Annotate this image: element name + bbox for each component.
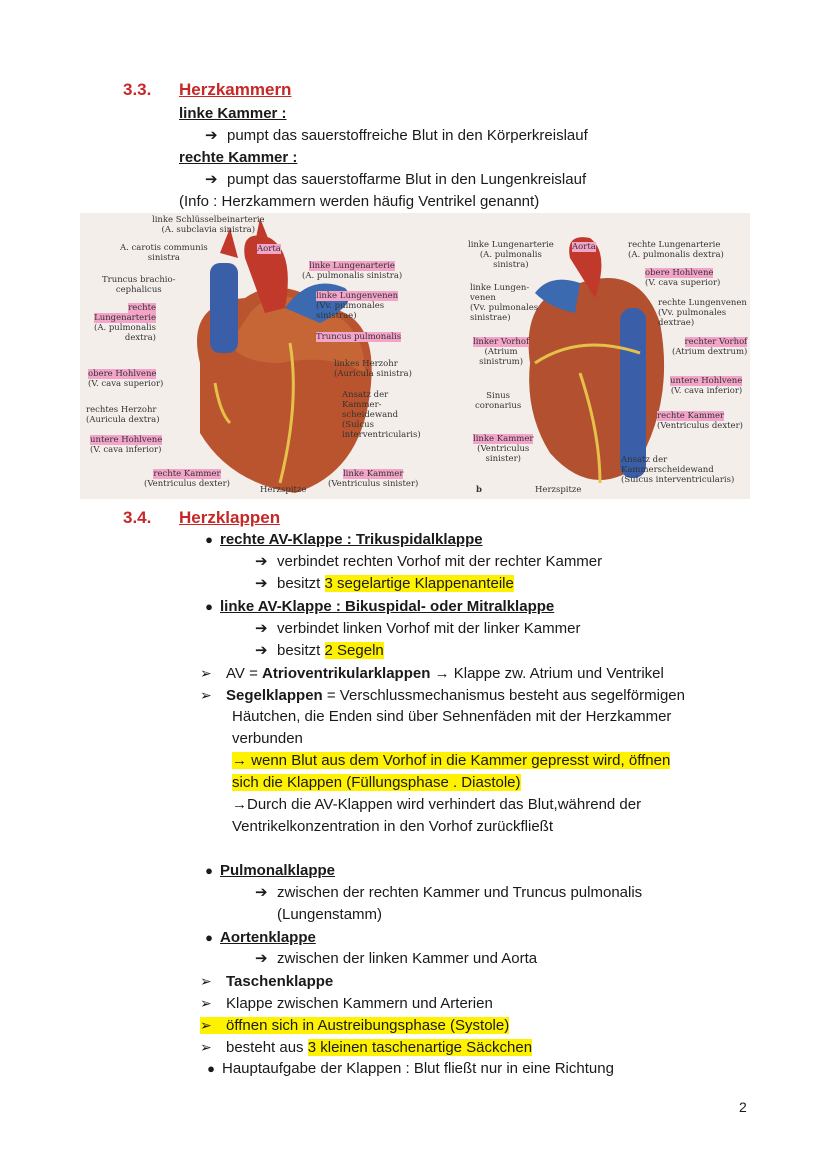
text-line-highlighted: → wenn Blut aus dem Vorhof in die Kammer gepresst wird, öffnen — [232, 752, 671, 769]
list-item: ➢ öffnen sich in Austreibungsphase (Systole) — [200, 1017, 510, 1034]
label-linke-lungenarterie-b: linke Lungenarterie (A. pulmonalis sinistra) — [468, 240, 554, 270]
heading-linke-kammer: linke Kammer : — [179, 105, 287, 122]
text-line: Häutchen, die Enden sind über Sehnenfäden mit der Herzkammer — [232, 708, 672, 725]
label-linke-lungenvenen-a: linke Lungenvenen (Vv. pulmonales sinistrae) — [316, 291, 399, 321]
label-sinus-coronarius: Sinus coronarius — [475, 391, 522, 411]
section-number: 3.4. — [123, 508, 152, 527]
label-rechtes-herzohr: rechtes Herzohr (Auricula dextra) — [86, 405, 160, 425]
label-carotis: A. carotis communis sinistra — [120, 243, 208, 263]
list-item: ➔ verbindet linken Vorhof mit der linker Kammer — [255, 620, 581, 637]
list-item: ➔ besitzt 2 Segeln — [255, 642, 384, 659]
label-herzspitze-b: Herzspitze — [535, 485, 582, 495]
section-title: Herzklappen — [179, 508, 281, 527]
page-number: 2 — [739, 1099, 747, 1115]
heading-rechte-kammer: rechte Kammer : — [179, 149, 298, 166]
list-item: ● rechte AV-Klappe : Trikuspidalklappe — [205, 531, 483, 548]
list-item: ➢ Taschenklappe — [200, 973, 334, 990]
label-figure-b: b — [476, 485, 482, 495]
heart-anatomy-figure — [80, 213, 750, 499]
label-aorta-b: Aorta — [572, 242, 596, 252]
list-item: ➔ zwischen der rechten Kammer und Truncus pulmonalis — [255, 884, 643, 901]
label-linke-kammer-a: linke Kammer (Ventriculus sinister) — [328, 469, 419, 489]
label-rechte-kammer-b: rechte Kammer (Ventriculus dexter) — [657, 411, 743, 431]
label-linker-vorhof: linker Vorhof (Atrium sinistrum) — [473, 337, 530, 367]
list-item: ➢ besteht aus 3 kleinen taschenartige Säckchen — [200, 1039, 533, 1056]
section-number: 3.3. — [123, 80, 152, 99]
text-rechte-kammer: ➔ pumpt das sauerstoffarme Blut in den Lungenkreislauf — [205, 171, 587, 188]
label-herzspitze-a: Herzspitze — [260, 485, 307, 495]
text-line: verbunden — [232, 730, 303, 747]
list-item: ● Pulmonalklappe — [205, 862, 336, 879]
list-item: ➢ Segelklappen = Verschlussmechanismus besteht aus segelförmigen — [200, 687, 685, 704]
label-aorta-a: Aorta — [257, 244, 281, 254]
label-truncus-pulmonalis: Truncus pulmonalis — [316, 332, 402, 342]
list-item: ● Aortenklappe — [205, 929, 316, 946]
label-ansatz-kammerscheidewand-a: Ansatz der Kammer- scheidewand (Sulcus interventricularis) — [342, 390, 421, 440]
label-ansatz-kammerscheidewand-b: Ansatz der Kammerscheidewand (Sulcus interventricularis) — [621, 455, 735, 485]
label-untere-hohlvene-a: untere Hohlvene (V. cava inferior) — [90, 435, 163, 455]
label-linkes-herzohr: linkes Herzohr (Auricula sinistra) — [334, 359, 412, 379]
label-rechte-lungenarterie: rechte Lungenarterie (A. pulmonalis dextra) — [628, 240, 724, 260]
label-linke-lungenvenen-b: linke Lungen- venen (Vv. pulmonales sinistrae) — [470, 283, 539, 323]
list-item: ➢ AV = Atrioventrikularklappen → Klappe zw. Atrium und Ventrikel — [200, 665, 664, 682]
list-item: ➔ besitzt 3 segelartige Klappenanteile — [255, 575, 514, 592]
label-obere-hohlvene-b: obere Hohlvene (V. cava superior) — [645, 268, 721, 288]
list-item: ● linke AV-Klappe : Bikuspidal- oder Mitralklappe — [205, 598, 555, 615]
label-linke-kammer-b: linke Kammer (Ventriculus sinister) — [473, 434, 534, 464]
label-schluesselbeinarterie: linke Schlüsselbeinarterie (A. subclavia sinistra) — [152, 215, 265, 235]
label-rechter-vorhof: rechter Vorhof (Atrium dextrum) — [672, 337, 748, 357]
list-item: ● Hauptaufgabe der Klappen : Blut fließt nur in eine Richtung — [207, 1060, 614, 1077]
label-untere-hohlvene-b: untere Hohlvene (V. cava inferior) — [670, 376, 743, 396]
list-item: ➔ verbindet rechten Vorhof mit der rechter Kammer — [255, 553, 603, 570]
label-truncus-brachio: Truncus brachio- cephalicus — [102, 275, 176, 295]
info-text: (Info : Herzkammern werden häufig Ventrikel genannt) — [179, 193, 540, 210]
list-item: ➔ zwischen der linken Kammer und Aorta — [255, 950, 538, 967]
label-rechte-lungenarterie: rechte Lungenarterie (A. pulmonalis dextra) — [94, 303, 157, 343]
section-title: Herzkammern — [179, 80, 292, 99]
text-line: →Durch die AV-Klappen wird verhindert das Blut,während der — [232, 796, 642, 813]
list-item: ➢ Klappe zwischen Kammern und Arterien — [200, 995, 493, 1012]
text-line-highlighted: sich die Klappen (Füllungsphase . Diastole) — [232, 774, 521, 791]
label-rechte-kammer-a: rechte Kammer (Ventriculus dexter) — [144, 469, 230, 489]
text-line: Ventrikelkonzentration in den Vorhof zurückfließt — [232, 818, 554, 835]
text-line: (Lungenstamm) — [277, 906, 383, 923]
label-obere-hohlvene-a: obere Hohlvene (V. cava superior) — [88, 369, 164, 389]
label-linke-lungenarterie-a: linke Lungenarterie (A. pulmonalis sinistra) — [302, 261, 403, 281]
label-rechte-lungenvenen: rechte Lungenvenen (Vv. pulmonales dextrae) — [658, 298, 747, 328]
text-linke-kammer: ➔ pumpt das sauerstoffreiche Blut in den Körperkreislauf — [205, 127, 588, 144]
